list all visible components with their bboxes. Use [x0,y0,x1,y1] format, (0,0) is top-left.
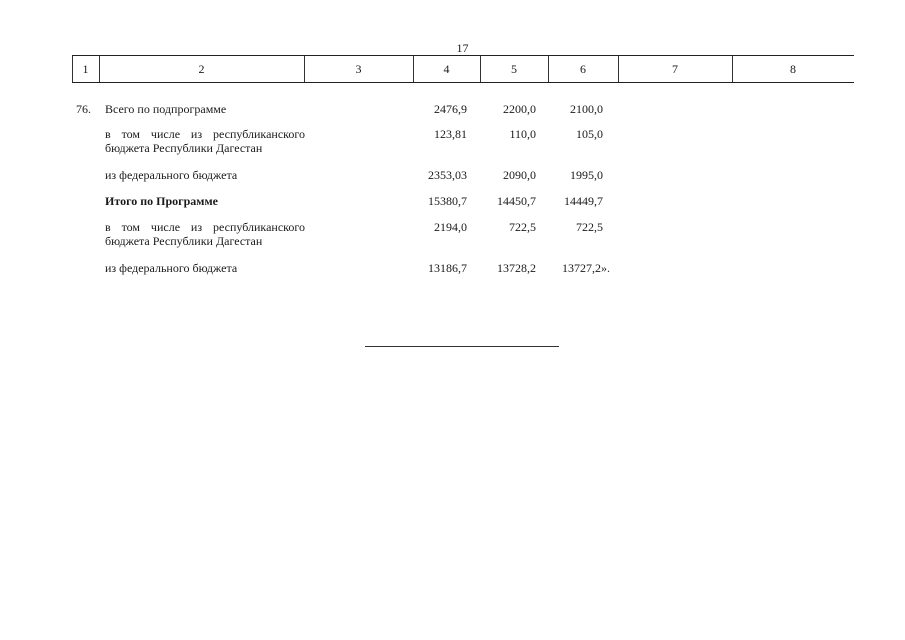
column-header-3: 3 [355,62,362,76]
description-line: из федерального бюджета [105,261,238,275]
column-header-8: 8 [790,62,796,76]
description-line: Итого по Программе [105,194,218,208]
value-col-5: 2200,0 [503,102,536,116]
value-col-6: 13727,2». [562,261,610,275]
row-description [105,102,305,116]
value-col-6: 2100,0 [570,102,603,116]
description-line: из федерального бюджета [105,168,238,182]
value-col-6: 14449,7 [564,194,603,208]
column-header-1: 1 [82,62,89,76]
row-description [105,261,305,275]
value-col-5: 110,0 [509,127,536,141]
value-col-5: 722,5 [509,220,536,234]
description-line: бюджета Республики Дагестан [105,141,263,155]
row-number: 76. [76,102,91,116]
column-header-4: 4 [443,62,450,76]
value-col-5: 14450,7 [497,194,536,208]
description-line: в том числе из республиканского [105,220,305,234]
column-header-6: 6 [580,62,586,76]
description-line: в том числе из республиканского [105,127,305,141]
value-col-6: 722,5 [576,220,603,234]
value-col-4: 13186,7 [428,261,467,275]
value-col-5: 13728,2 [497,261,536,275]
value-col-4: 2353,03 [428,168,467,182]
value-col-4: 123,81 [434,127,467,141]
row-description [105,194,305,208]
row-description [105,220,305,248]
column-header-2: 2 [198,62,205,76]
description-line: бюджета Республики Дагестан [105,234,263,248]
row-description [105,127,305,155]
value-col-4: 2194,0 [434,220,467,234]
column-header-5: 5 [511,62,517,76]
closing-rule [365,346,559,347]
table-header [72,55,854,83]
page-number: 17 [456,41,469,55]
value-col-4: 2476,9 [434,102,467,116]
column-header-7: 7 [672,62,678,76]
row-description [105,168,305,182]
value-col-4: 15380,7 [428,194,467,208]
value-col-6: 105,0 [576,127,603,141]
description-line: Всего по подпрограмме [105,102,227,116]
value-col-5: 2090,0 [503,168,536,182]
value-col-6: 1995,0 [570,168,603,182]
